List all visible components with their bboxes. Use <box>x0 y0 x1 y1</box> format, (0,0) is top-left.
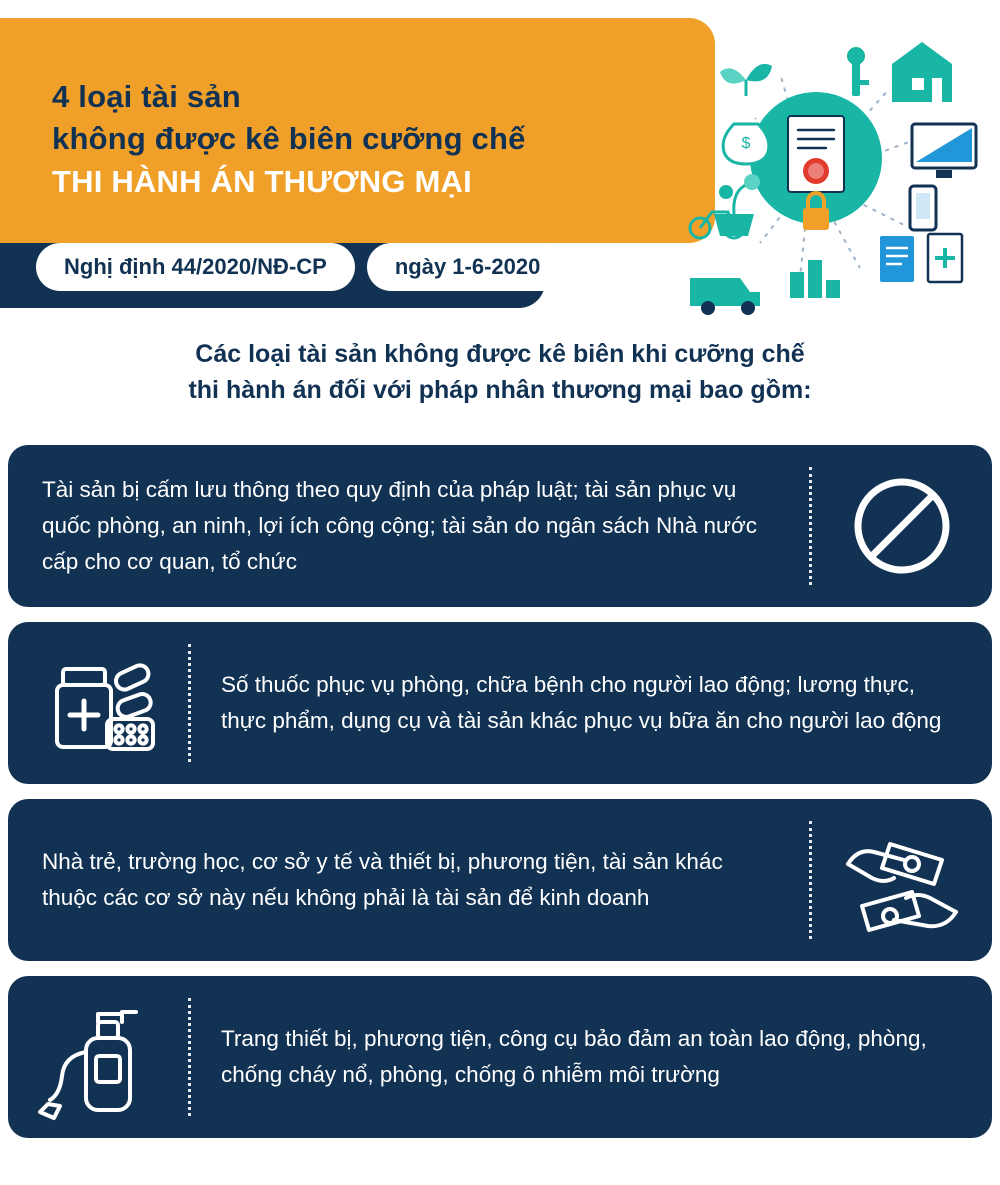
asset-card-4-text: Trang thiết bị, phương tiện, công cụ bảo đảm an toàn lao động, phòng, chống cháy nổ, phòng, chống ô nhiễm môi trường <box>221 1026 927 1087</box>
asset-card-3-text: Nhà trẻ, trường học, cơ sở y tế và thiết bị, phương tiện, tài sản khác thuộc các cơ sở này nếu không phải là tài sản để kinh doanh <box>42 849 723 910</box>
asset-card-1-text: Tài sản bị cấm lưu thông theo quy định của pháp luật; tài sản phục vụ quốc phòng, an ninh, lợi ích công cộng; tài sản do ngân sách Nhà nước cấp cho cơ quan, tổ chức <box>42 477 758 574</box>
money-hands-icon <box>812 820 992 940</box>
phone-icon <box>910 186 936 230</box>
title-line-2: không được kê biên cưỡng chế <box>52 121 526 156</box>
monitor-icon <box>912 124 976 178</box>
decree-date-badge: ngày 1-6-2020 <box>367 243 569 291</box>
plant-icon <box>720 64 772 96</box>
coins-icon <box>790 260 840 298</box>
card-divider <box>809 821 812 939</box>
card-divider <box>188 998 191 1116</box>
svg-text:$: $ <box>741 135 751 152</box>
potted-plant-icon <box>714 174 760 236</box>
intro-text <box>0 336 1000 408</box>
money-bag-icon <box>723 124 769 164</box>
key-icon <box>847 47 869 96</box>
intro-line-1: Các loại tài sản không được kê biên khi cưỡng chế <box>195 340 805 368</box>
title-line-1: 4 loại tài sản <box>52 79 241 114</box>
prohibition-icon <box>812 471 992 581</box>
house-icon <box>892 42 952 102</box>
medicine-icon <box>8 643 188 763</box>
asset-card-1 <box>8 445 992 607</box>
documents-icon <box>880 234 962 282</box>
title-line-3: THI HÀNH ÁN THƯƠNG MẠI <box>52 164 472 199</box>
page-title <box>52 76 692 204</box>
decree-badges <box>36 243 568 291</box>
asset-card-2-text: Số thuốc phục vụ phòng, chữa bệnh cho người lao động; lương thực, thực phẩm, dụng cụ và tài sản khác phục vụ bữa ăn cho người lao động <box>221 672 942 733</box>
asset-card-4 <box>8 976 992 1138</box>
intro-line-2: thi hành án đối với pháp nhân thương mại bao gồm: <box>188 376 812 404</box>
header <box>0 18 1000 308</box>
car-icon <box>690 278 760 315</box>
asset-card-3 <box>8 799 992 961</box>
fire-extinguisher-icon <box>8 992 188 1122</box>
card-divider <box>188 644 191 762</box>
header-illustration <box>660 28 1000 328</box>
asset-card-2 <box>8 622 992 784</box>
card-divider <box>809 467 812 585</box>
decree-number-badge: Nghị định 44/2020/NĐ-CP <box>36 243 355 291</box>
